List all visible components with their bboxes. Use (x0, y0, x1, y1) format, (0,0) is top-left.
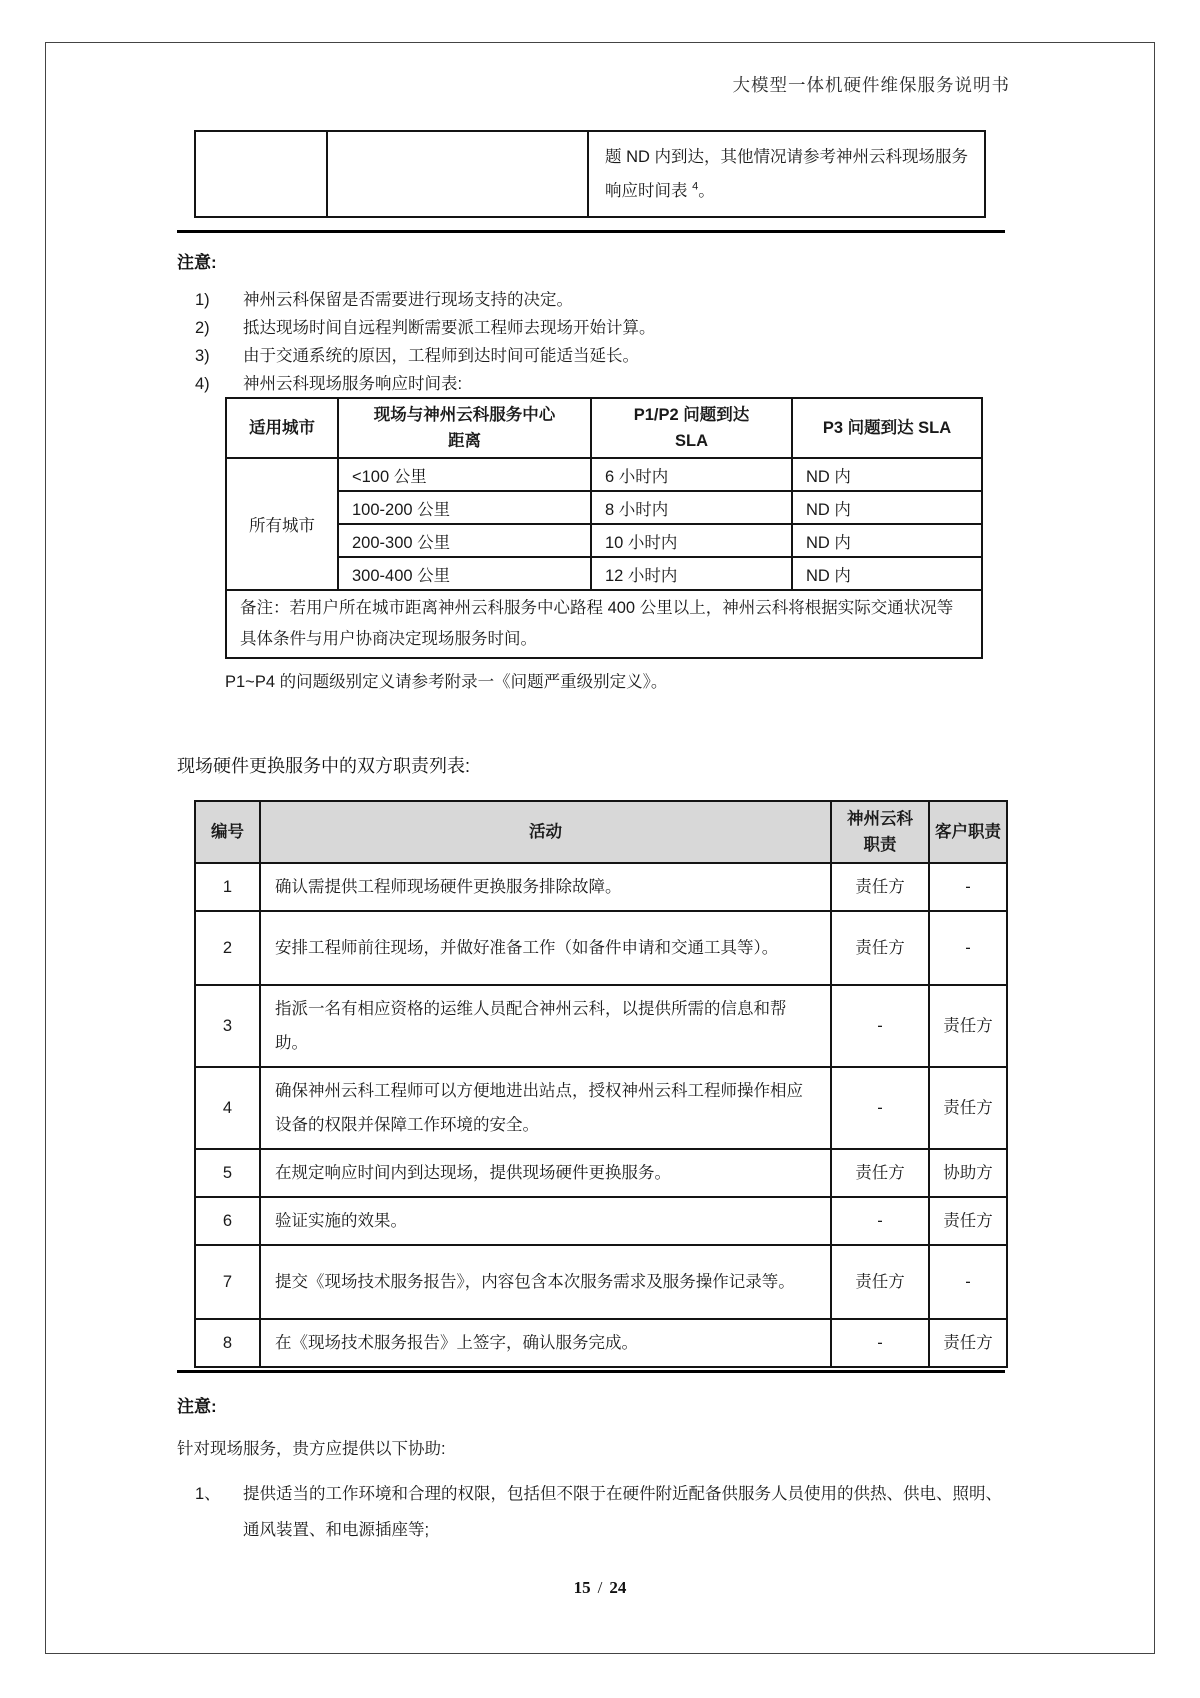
customer-cell: 责任方 (929, 1197, 1007, 1245)
dck-cell: - (831, 985, 929, 1067)
header-activity: 活动 (260, 801, 831, 863)
activity-cell: 验证实施的效果。 (260, 1197, 831, 1245)
page-footer (0, 1578, 1200, 1598)
p3-cell: ND 内 (792, 524, 982, 557)
distance-cell: 100-200 公里 (338, 491, 591, 524)
top-continuation-table (194, 130, 986, 218)
notes-heading: 注意: (177, 253, 217, 272)
no-cell: 6 (195, 1197, 260, 1245)
p1p2-cell: 12 小时内 (591, 557, 792, 590)
table-row (226, 458, 982, 491)
dck-cell: 责任方 (831, 911, 929, 985)
responsibilities-section-title: 现场硬件更换服务中的双方职责列表: (177, 756, 470, 776)
note-text: 提供适当的工作环境和合理的权限，包括但不限于在硬件附近配备供服务人员使用的供热、供电、照明、通风装置、和电源插座等; (243, 1485, 1002, 1539)
no-cell: 2 (195, 911, 260, 985)
page-number: 15 (573, 1578, 591, 1597)
note-number: 4) (195, 375, 210, 393)
header-p3-sla: P3 问题到达 SLA (792, 398, 982, 458)
p1p2-cell: 8 小时内 (591, 491, 792, 524)
sla-response-time-table (225, 397, 983, 659)
table-row (226, 524, 982, 557)
table-row (226, 491, 982, 524)
no-cell: 1 (195, 863, 260, 911)
header-dck-responsibility (831, 801, 929, 863)
empty-cell (195, 131, 327, 217)
note-text: 神州云科保留是否需要进行现场支持的决定。 (243, 291, 573, 309)
no-cell: 5 (195, 1149, 260, 1197)
note-text: 神州云科现场服务响应时间表: (243, 375, 463, 393)
no-cell: 8 (195, 1319, 260, 1367)
horizontal-rule (177, 1370, 1005, 1373)
header-p1p2-sla (591, 398, 792, 458)
dck-cell: 责任方 (831, 863, 929, 911)
table-row (195, 1067, 1007, 1149)
note-item-3 (195, 342, 639, 370)
header-no: 编号 (195, 801, 260, 863)
header-dck-line1: 神州云科 (847, 810, 913, 828)
header-distance-line2: 距离 (448, 432, 481, 450)
customer-cell: 责任方 (929, 1319, 1007, 1367)
header-dck-line2: 职责 (863, 836, 897, 854)
table-row (195, 1319, 1007, 1367)
continuation-text: 题 ND 内到达，其他情况请参考神州云科现场服务响应时间表 (605, 148, 968, 200)
period: 。 (698, 182, 715, 200)
customer-cell: 协助方 (929, 1149, 1007, 1197)
dck-cell: 责任方 (831, 1245, 929, 1319)
header-customer-responsibility: 客户职责 (929, 801, 1007, 863)
table-row (195, 1245, 1007, 1319)
customer-cell: 责任方 (929, 985, 1007, 1067)
p1p2-cell: 10 小时内 (591, 524, 792, 557)
header-p1p2-line2: SLA (675, 432, 708, 450)
table-row (226, 557, 982, 590)
assist-intro: 针对现场服务，贵方应提供以下协助: (177, 1440, 446, 1458)
activity-cell: 确保神州云科工程师可以方便地进出站点，授权神州云科工程师操作相应设备的权限并保障工作环境的安全。 (260, 1067, 831, 1149)
no-cell: 3 (195, 985, 260, 1067)
assist-item-1 (195, 1476, 1007, 1548)
header-distance (338, 398, 591, 458)
activity-cell: 在《现场技术服务报告》上签字，确认服务完成。 (260, 1319, 831, 1367)
no-cell: 4 (195, 1067, 260, 1149)
horizontal-rule (177, 230, 1005, 233)
p1p2-cell: 6 小时内 (591, 458, 792, 491)
dck-cell: - (831, 1197, 929, 1245)
table-row (195, 911, 1007, 985)
footnote-ref: 4 (692, 180, 699, 193)
customer-cell: - (929, 1245, 1007, 1319)
p3-cell: ND 内 (792, 491, 982, 524)
note-text: 抵达现场时间自远程判断需要派工程师去现场开始计算。 (243, 319, 656, 337)
table-remark-row (226, 590, 982, 658)
table-header-row (226, 398, 982, 458)
page-number-separator: / (597, 1578, 603, 1597)
table-header-row (195, 801, 1007, 863)
p1p4-definition-note: P1~P4 的问题级别定义请参考附录一《问题严重级别定义》。 (225, 673, 668, 691)
remark-cell: 备注：若用户所在城市距离神州云科服务中心路程 400 公里以上，神州云科将根据实际交通状况等具体条件与用户协商决定现场服务时间。 (226, 590, 982, 658)
header-city: 适用城市 (226, 398, 338, 458)
notes-heading: 注意: (177, 1397, 217, 1416)
city-group-cell: 所有城市 (226, 458, 338, 590)
distance-cell: 200-300 公里 (338, 524, 591, 557)
activity-cell: 在规定响应时间内到达现场，提供现场硬件更换服务。 (260, 1149, 831, 1197)
distance-cell: <100 公里 (338, 458, 591, 491)
note-text: 由于交通系统的原因，工程师到达时间可能适当延长。 (243, 347, 639, 365)
dck-cell: 责任方 (831, 1149, 929, 1197)
table-row (195, 985, 1007, 1067)
table-row (195, 863, 1007, 911)
note-number: 1) (195, 291, 210, 309)
activity-cell: 安排工程师前往现场，并做好准备工作（如备件申请和交通工具等）。 (260, 911, 831, 985)
customer-cell: 责任方 (929, 1067, 1007, 1149)
note-item-1 (195, 286, 573, 314)
no-cell: 7 (195, 1245, 260, 1319)
table-row (195, 131, 985, 217)
document-header-title: 大模型一体机硬件维保服务说明书 (732, 75, 1010, 95)
note-number: 3) (195, 347, 210, 365)
customer-cell: - (929, 863, 1007, 911)
note-number: 2) (195, 319, 210, 337)
p3-cell: ND 内 (792, 557, 982, 590)
continuation-text-cell (588, 131, 985, 217)
distance-cell: 300-400 公里 (338, 557, 591, 590)
empty-cell (327, 131, 588, 217)
customer-cell: - (929, 911, 1007, 985)
p3-cell: ND 内 (792, 458, 982, 491)
header-p1p2-line1: P1/P2 问题到达 (633, 406, 750, 424)
activity-cell: 确认需提供工程师现场硬件更换服务排除故障。 (260, 863, 831, 911)
responsibilities-table (194, 800, 1008, 1368)
table-row (195, 1149, 1007, 1197)
total-pages: 24 (609, 1578, 627, 1597)
table-row (195, 1197, 1007, 1245)
header-distance-line1: 现场与神州云科服务中心 (373, 406, 556, 424)
note-number: 1、 (195, 1485, 221, 1503)
note-item-2 (195, 314, 656, 342)
note-item-4 (195, 370, 462, 398)
dck-cell: - (831, 1067, 929, 1149)
dck-cell: - (831, 1319, 929, 1367)
activity-cell: 提交《现场技术服务报告》，内容包含本次服务需求及服务操作记录等。 (260, 1245, 831, 1319)
activity-cell: 指派一名有相应资格的运维人员配合神州云科，以提供所需的信息和帮助。 (260, 985, 831, 1067)
